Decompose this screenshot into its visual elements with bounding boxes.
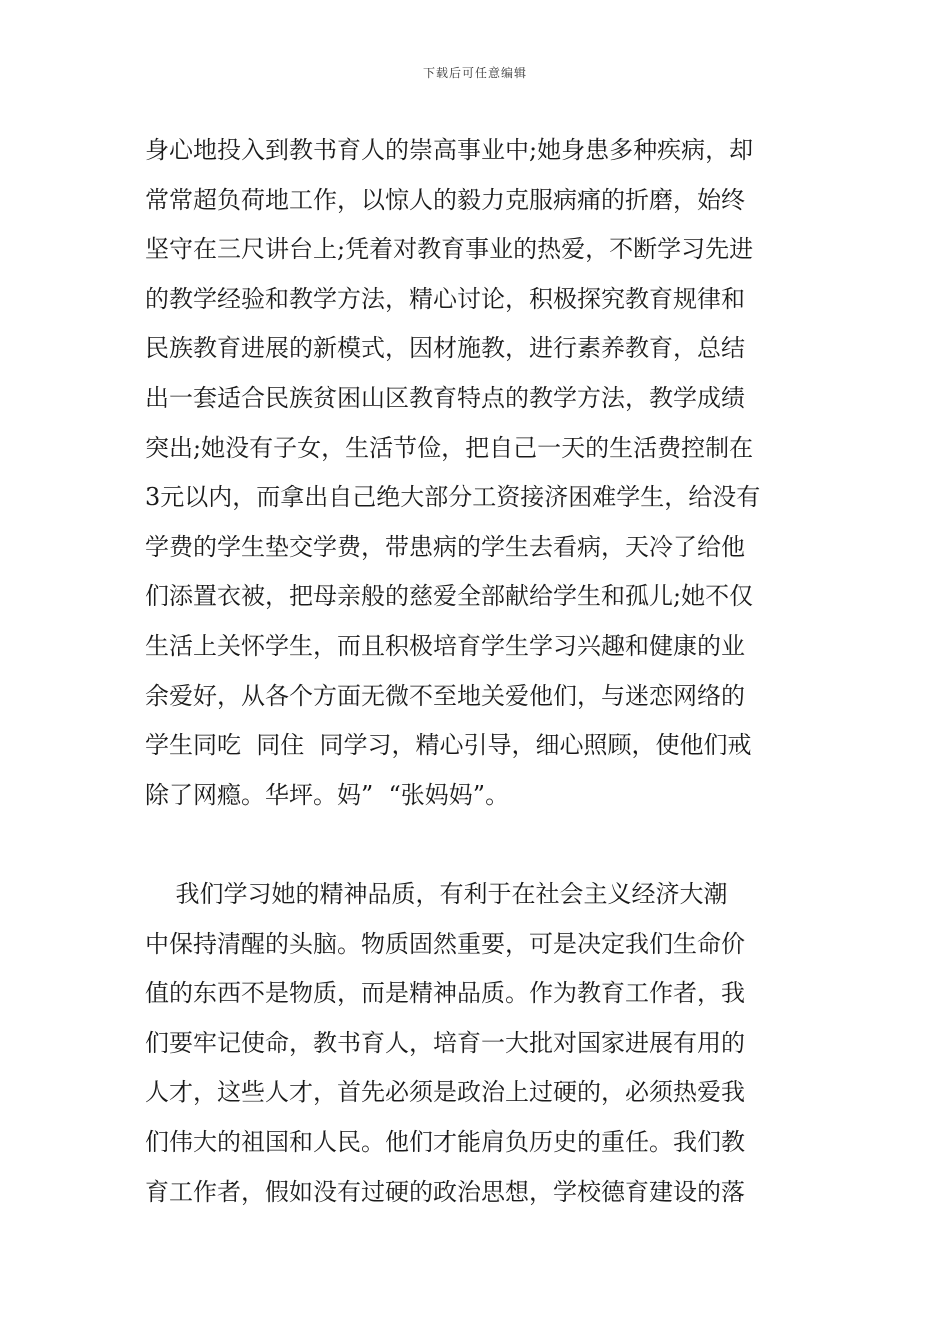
text-line: 的教学经验和教学方法，精心讨论，积极探究教育规律和 [145,284,745,313]
text-line: 们要牢记使命，教书育人，培育一大批对国家进展有用的 [145,1028,745,1057]
text-line: 们伟大的祖国和人民。他们才能肩负历史的重任。我们教 [145,1127,745,1156]
text-line: 中保持清醒的头脑。物质固然重要，可是决定我们生命价 [145,929,745,958]
text-line: 身心地投入到教书育人的崇高事业中;她身患多种疾病，却 [145,136,754,164]
text-line: 生活上关怀学生，而且积极培育学生学习兴趣和健康的业 [145,631,745,660]
text-line: 坚守在三尺讲台上;凭着对教育事业的热爱，不断学习先进 [145,235,754,264]
text-line: 我们学习她的精神品质，有利于在社会主义经济大潮 [145,880,728,908]
paragraph-1 [145,126,810,820]
text-line: 育工作者，假如没有过硬的政治思想，学校德育建设的落 [145,1177,745,1206]
text-line: 3元以内，而拿出自己绝大部分工资接济困难学生，给没有 [145,483,761,512]
text-line: 除了网瘾。华坪。妈” “张妈妈”。 [145,780,510,809]
text-line: 余爱好，从各个方面无微不至地关爱他们，与迷恋网络的 [145,681,745,710]
text-line: 值的东西不是物质，而是精神品质。作为教育工作者，我 [145,979,745,1008]
text-line: 突出;她没有子女，生活节俭，把自己一天的生活费控制在 [145,433,754,462]
text-line: 学生同吃 同住 同学习，精心引导，细心照顾，使他们戒 [145,731,752,760]
text-line: 常常超负荷地工作，以惊人的毅力克服病痛的折磨，始终 [145,185,745,214]
text-line: 学费的学生垫交学费，带患病的学生去看病，天冷了给他 [145,532,745,561]
text-line: 们添置衣被，把母亲般的慈爱全部献给学生和孤儿;她不仅 [145,582,754,611]
text-line: 出一套适合民族贫困山区教育特点的教学方法，教学成绩 [145,383,745,412]
page-header: 下载后可任意编辑 [422,66,527,80]
paragraph-2 [145,870,810,1217]
text-line: 民族教育进展的新模式，因材施教，进行素养教育，总结 [145,334,745,363]
text-line: 人才，这些人才，首先必须是政治上过硬的，必须热爱我 [145,1078,745,1107]
